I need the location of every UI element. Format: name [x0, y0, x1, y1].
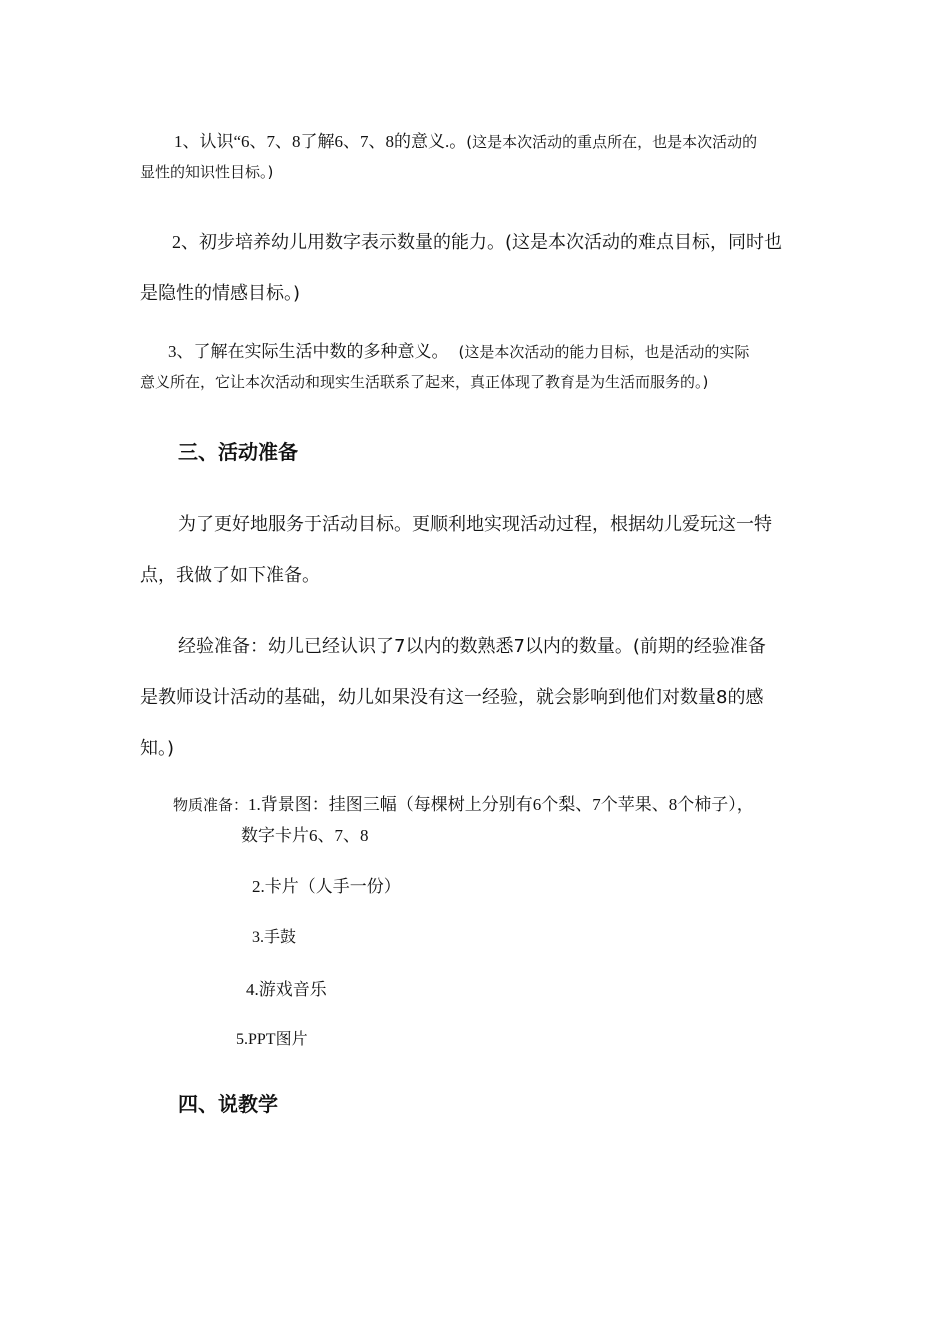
prep-intro-line-2: 点，我做了如下准备。	[140, 565, 320, 586]
material-item-1-cont: 数字卡片6、7、8	[241, 826, 369, 845]
goal-2-note: (这是本次活动的难点目标，同时也	[505, 232, 783, 253]
goal-2-line-2: 是隐性的情感目标。)	[140, 283, 301, 304]
goal-3-note: (这是本次活动的能力目标，也是活动的实际	[458, 343, 750, 361]
goal-3-line-2: 意义所在，它让本次活动和现实生活联系了起来，真正体现了教育是为生活而服务的。)	[140, 373, 709, 391]
prep-intro-line-1: 为了更好地服务于活动目标。更顺利地实现活动过程，根据幼儿爱玩这一特	[178, 514, 772, 535]
material-item-4: 4.游戏音乐	[246, 980, 327, 999]
material-item-3: 3.手鼓	[252, 929, 297, 946]
goal-1-line-1	[174, 127, 757, 152]
material-item-2: 2.卡片（人手一份）	[252, 877, 401, 896]
material-prep-line-1	[173, 790, 754, 815]
goal-3-text: 3、了解在实际生活中数的多种意义。	[168, 342, 449, 361]
goal-3-line-1	[168, 337, 749, 362]
goal-2-line-1	[172, 228, 782, 254]
goal-1-note: (这是本次活动的重点所在，也是本次活动的	[466, 133, 758, 151]
experience-prep-line-2: 是教师设计活动的基础，幼儿如果没有这一经验，就会影响到他们对数量8的感	[140, 687, 764, 708]
material-prep-label: 物质准备：	[173, 796, 249, 814]
section-4-heading: 四、说教学	[178, 1092, 278, 1116]
goal-2-text: 2、初步培养幼儿用数字表示数量的能力。	[172, 232, 505, 252]
material-item-1: 1.背景图：挂图三幅（每棵树上分别有6个梨、7个苹果、8个柿子），	[248, 795, 754, 814]
section-3-heading: 三、活动准备	[178, 440, 298, 464]
experience-prep-line-3: 知。)	[140, 738, 175, 759]
material-item-5: 5.PPT图片	[236, 1031, 308, 1048]
goal-1-line-2: 显性的知识性目标。)	[140, 163, 274, 181]
goal-1-text: 1、认识“6、7、8了解6、7、8的意义.。	[174, 132, 467, 151]
experience-prep-line-1: 经验准备：幼儿已经认识了7以内的数熟悉7以内的数量。(前期的经验准备	[178, 636, 766, 657]
